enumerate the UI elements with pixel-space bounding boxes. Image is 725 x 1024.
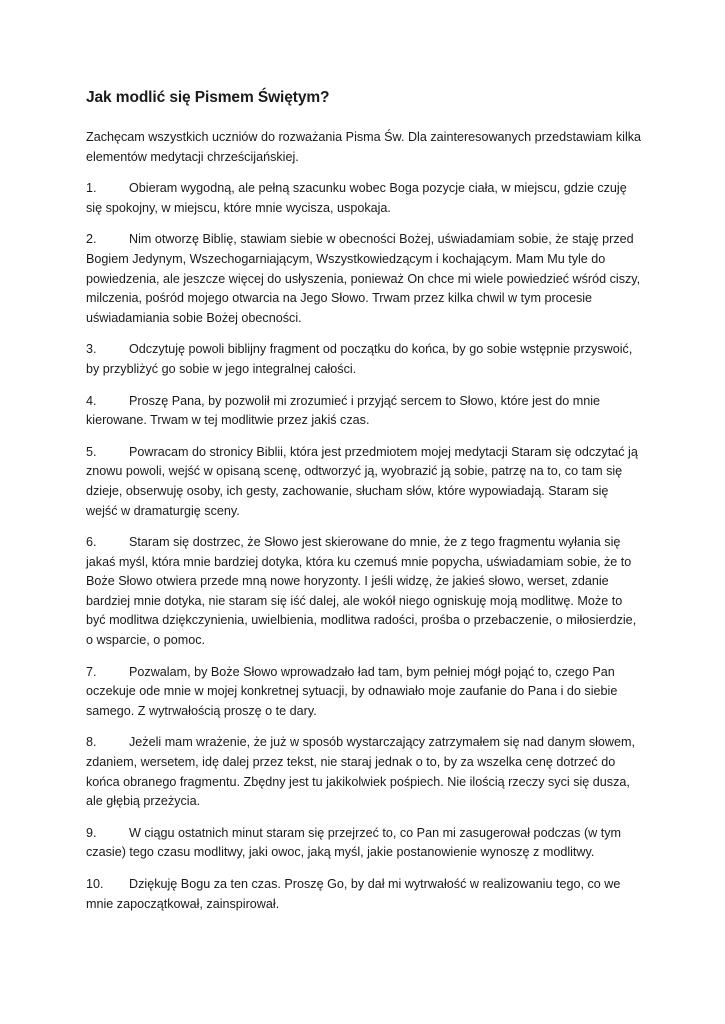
list-item (86, 663, 642, 722)
item-number: 10. (86, 877, 104, 891)
item-number: 2. (86, 232, 97, 247)
list-item (86, 824, 642, 863)
item-number: 5. (86, 444, 97, 459)
item-text: Odczytuję powoli biblijny fragment od początku do końca, by go sobie wstępnie przyswoić, by przybliżyć go sobie w jego integralnej całości. (86, 342, 633, 376)
page-title: Jak modlić się Pismem Świętym? (86, 89, 330, 106)
list-item (86, 340, 642, 379)
list-item (86, 533, 642, 651)
list-item (86, 875, 642, 914)
item-number: 3. (86, 342, 97, 357)
list-item (86, 230, 642, 328)
item-text: Dziękuję Bogu za ten czas. Proszę Go, by dał mi wytrwałość w realizowaniu tego, co we mnie zapoczątkował, zainspirował. (86, 877, 621, 911)
item-text: Obieram wygodną, ale pełną szacunku wobec Boga pozycje ciała, w miejscu, gdzie czuję się spokojny, w miejscu, które mnie wycisza, uspokaja. (86, 181, 627, 215)
intro-paragraph: Zachęcam wszystkich uczniów do rozważania Pisma Św. Dla zainteresowanych przedstawiam kilka elementów medytacji chrześcijańskiej. (86, 130, 642, 164)
item-number: 1. (86, 181, 97, 196)
item-number: 4. (86, 393, 97, 408)
item-text: Nim otworzę Biblię, stawiam siebie w obecności Bożej, uświadamiam sobie, że staję przed Bogiem Jedynym, Wszechogarniającym, Wszystkowiedzącym i kochającym. Mam Mu tyle do powiedzenia, ale jeszcze więcej do usłyszenia, ponieważ On chce mi wiele powiedzieć wśród ciszy, milczenia, pośród mojego otwarcia na Jego Słowo. Trwam przez kilka chwil w tym procesie uświadamiania sobie Bożej obecności. (86, 232, 641, 325)
item-text: Pozwalam, by Boże Słowo wprowadzało ład tam, bym pełniej mógł pojąć to, czego Pan oczekuje ode mnie w mojej konkretnej sytuacji, by odnawiało moje zaufanie do Pana i do siebie samego. Z wytrwałością proszę o te dary. (86, 664, 618, 718)
item-number: 6. (86, 535, 97, 550)
document-page (86, 88, 642, 926)
item-text: Jeżeli mam wrażenie, że już w sposób wystarczający zatrzymałem się nad danym słowem, zdaniem, wersetem, idę dalej przez tekst, nie staraj jednak o to, by za wszelka cenę dotrzeć do końca obranego fragmentu. Zbędny jest tu jakikolwiek pośpiech. Nie ilością rzeczy syci się dusza, ale głębią przeżycia. (86, 735, 636, 809)
item-number: 7. (86, 664, 97, 679)
item-number: 9. (86, 825, 97, 840)
item-text: Proszę Pana, by pozwolił mi zrozumieć i przyjąć sercem to Słowo, które jest do mnie kierowane. Trwam w tej modlitwie przez jakiś czas. (86, 393, 601, 428)
item-text: Powracam do stronicy Biblii, która jest przedmiotem mojej medytacji Staram się odczytać ją znowu powoli, wejść w opisaną scenę, odtworzyć ją, wyobrazić ją sobie, patrzę na to, co tam się dzieje, obserwuję osoby, ich gesty, zachowanie, słucham słów, które wypowiadają. Staram się wejść w dramaturgię sceny. (86, 444, 638, 518)
list-item (86, 392, 642, 431)
list-item (86, 443, 642, 521)
item-number: 8. (86, 735, 97, 750)
item-text: W ciągu ostatnich minut staram się przejrzeć to, co Pan mi zasugerował podczas (w tym czasie) tego czasu modlitwy, jaki owoc, jaką myśl, jakie postanowienie wynoszę z modlitwy. (86, 825, 622, 860)
list-item (86, 179, 642, 218)
list-item (86, 733, 642, 811)
item-text: Staram się dostrzec, że Słowo jest skierowane do mnie, że z tego fragmentu wyłania się jakaś myśl, która mnie bardziej dotyka, która ku czemuś mnie popycha, uświadamiam sobie, że to Boże Słowo otwiera przede mną nowe horyzonty. I jeśli widzę, że jakieś słowo, werset, zdanie bardziej mnie dotyka, nie staram się iść dalej, ale wokół niego ogniskuję moją modlitwę. Może to być modlitwa dziękczynienia, uwielbienia, modlitwa radości, prośba o przebaczenie, o miłosierdzie, o wsparcie, o pomoc. (86, 535, 637, 648)
